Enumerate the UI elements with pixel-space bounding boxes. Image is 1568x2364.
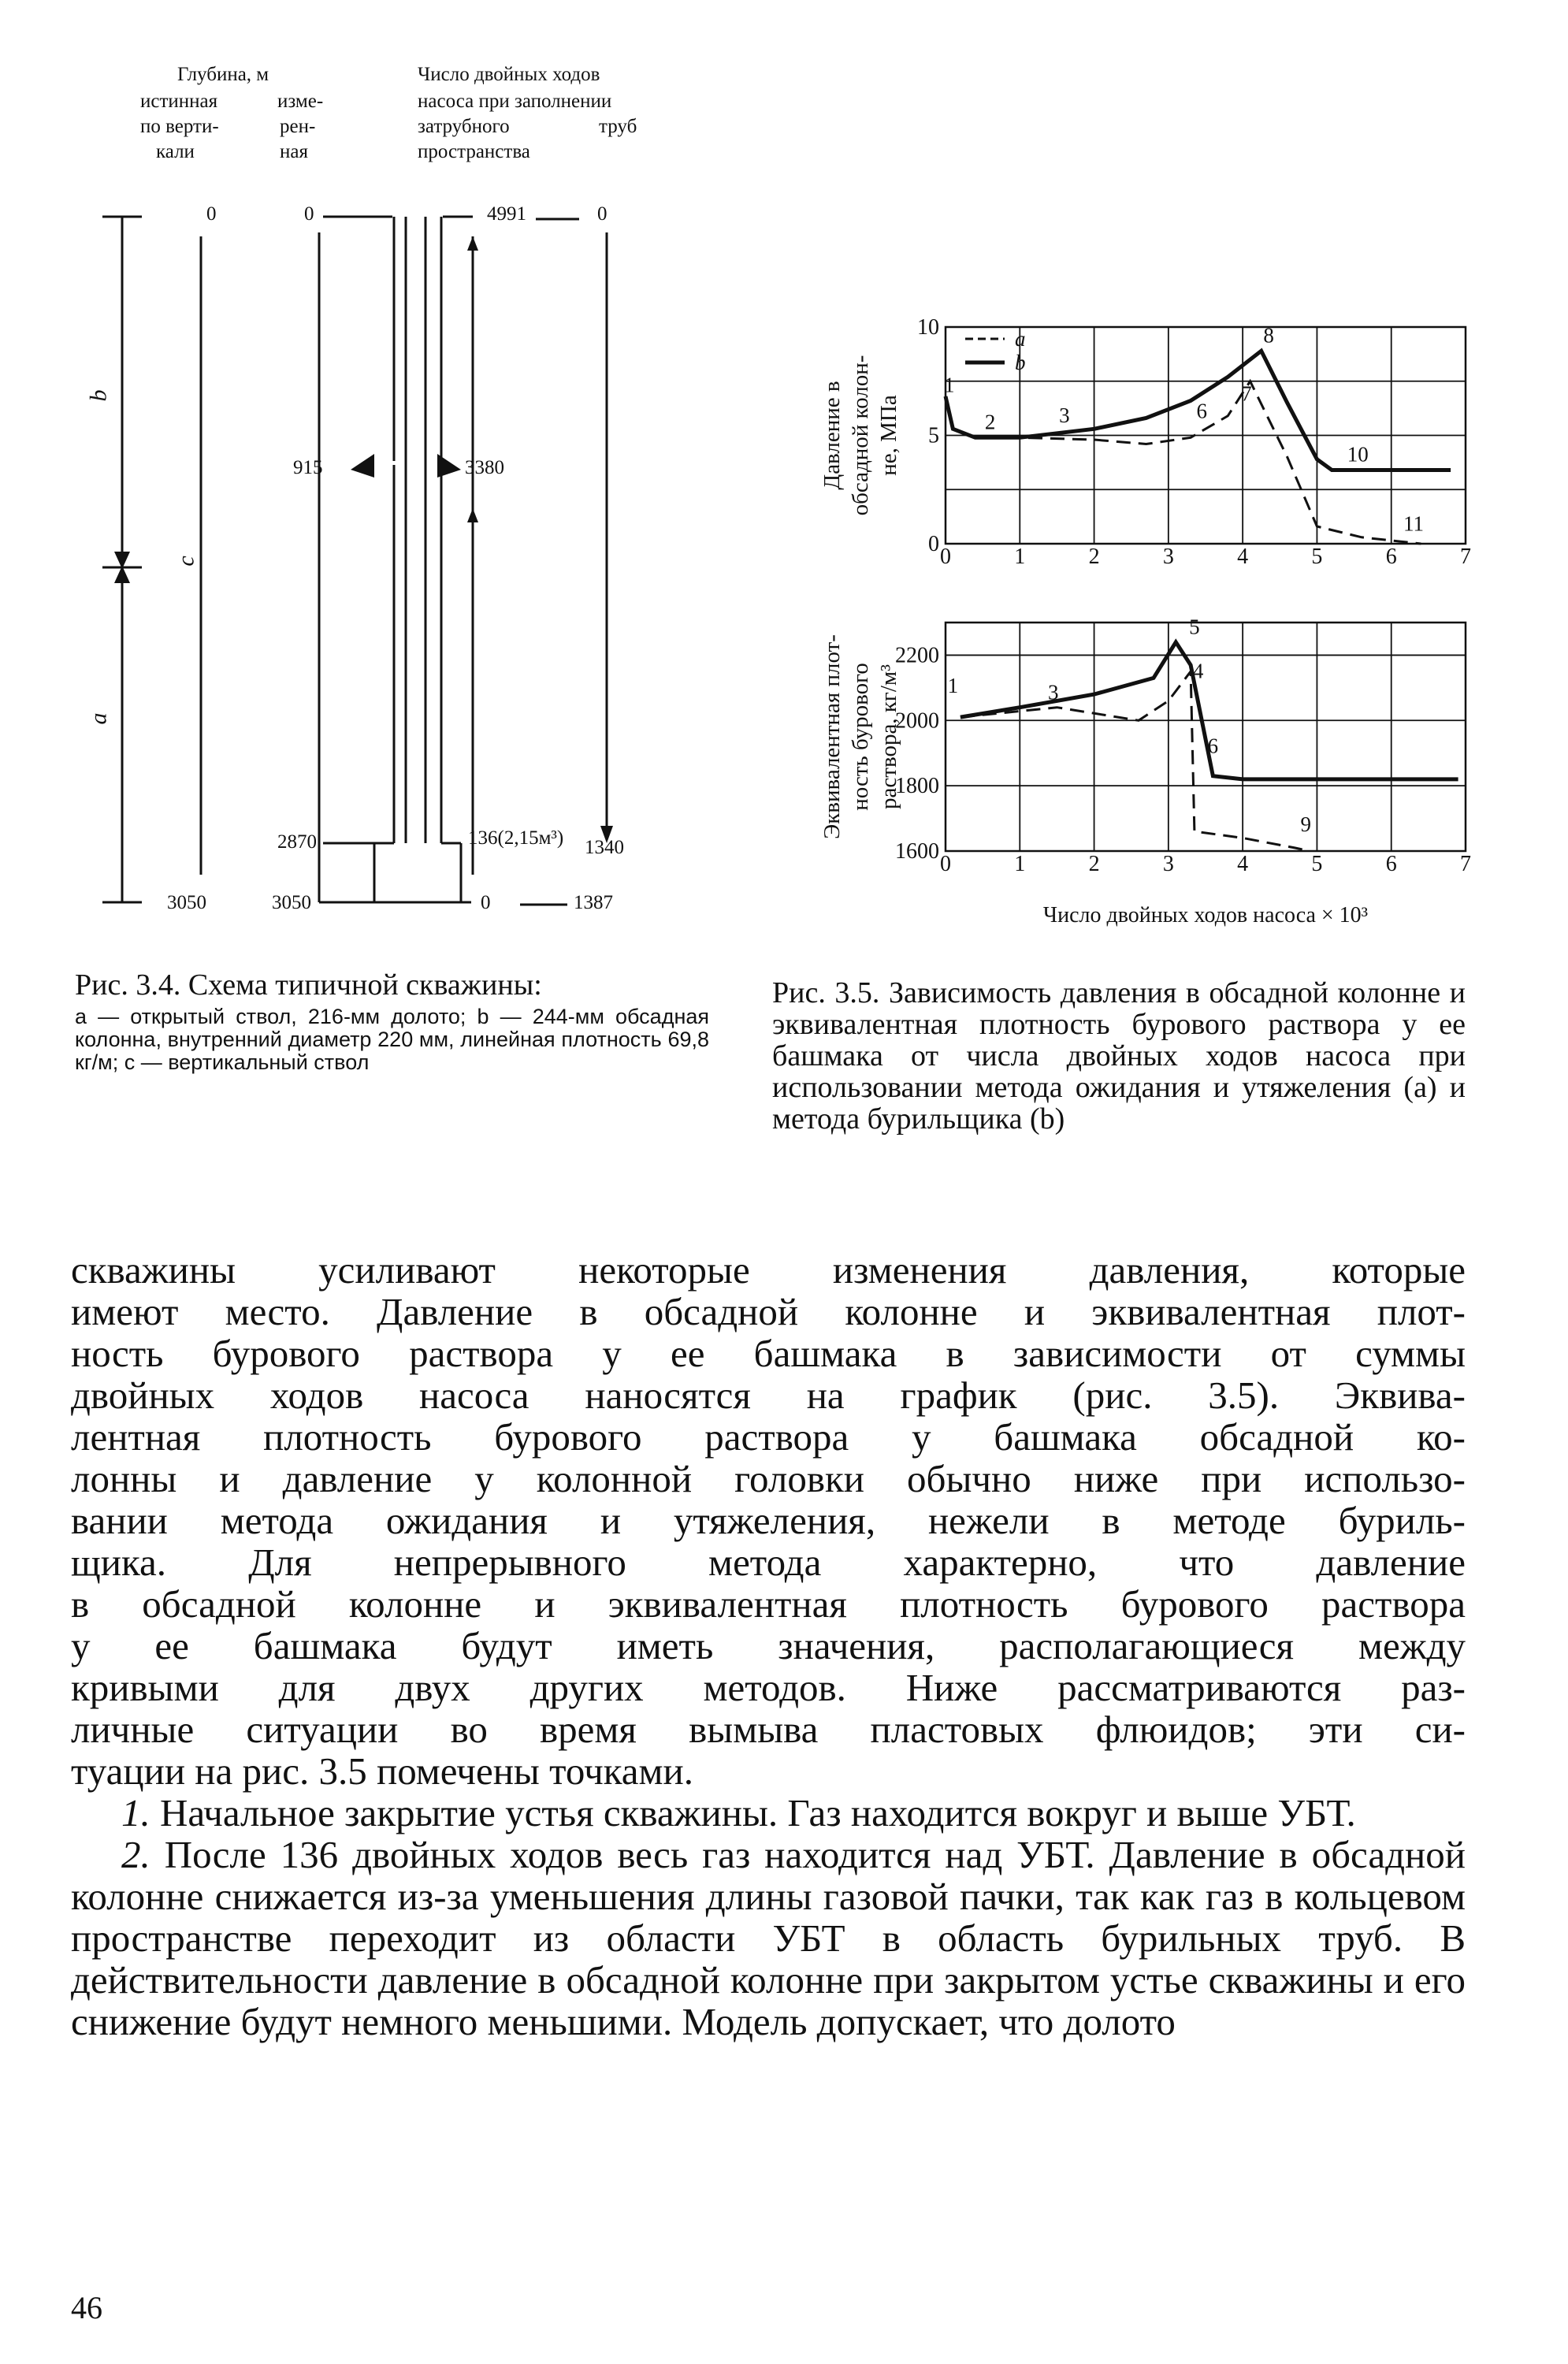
md-2870-value: 2870 [277,831,317,853]
paragraph-1-line: туации на рис. 3.5 помечены точками. [71,1749,694,1793]
paragraph-1-line: двойных ходов насоса наносятся на график (рис. 3.5). Эквива- [71,1373,1466,1417]
top-y-axis-label: Давление в [819,381,845,490]
annulus-dc-value: 136(2,15м³) [468,827,564,849]
bottom-y-tick-label: 2000 [895,708,939,734]
bottom-y-axis-label: раствора, кг/м³ [876,664,901,809]
top-y-tick-label: 0 [928,532,939,556]
paragraph-1-line: скважины усиливают некоторые изменения давления, которые [71,1248,1466,1292]
paragraph-1-line: ность бурового раствора у ее башмака в зависимости от суммы [71,1332,1466,1375]
list-item-2-text: После 136 двойных ходов весь газ находится над УБТ. Давление в обсадной колонне снижается из-за уменьшения длины газовой пачки, так как газ в кольцевом пространстве переходит из области УБТ в область бурильных труб. В действительности давление в обсадной колонне при закрытом устье скважины и его снижение будут немного меньшими. Модель допускает, что долото [71,1833,1466,2043]
strokes-title-4: пространства [418,141,530,162]
tv-top-value: 0 [206,203,217,225]
top-x-tick-label: 0 [940,545,951,569]
measured-label-3: ная [280,141,308,162]
top-x-tick-label: 6 [1385,545,1397,569]
paragraph-1-line: вании метода ожидания и утяжеления, нежели в методе буриль- [71,1499,1466,1542]
top-point-label: 8 [1263,323,1274,348]
paragraph-1-line: в обсадной колонне и эквивалентная плотность бурового раствора [71,1582,1466,1626]
bottom-point-label: 9 [1300,812,1312,837]
pipes-label: труб [599,116,637,137]
bottom-x-tick-label: 4 [1237,852,1249,876]
well-schematic [0,0,756,930]
top-x-tick-label: 7 [1460,545,1471,569]
annulus-top-value: 4991 [487,203,526,225]
top-x-tick-label: 1 [1014,545,1026,569]
paragraph-1 [71,1249,1466,1792]
list-item-1-text: Начальное закрытие устья скважины. Газ находится вокруг и выше УБТ. [160,1791,1356,1834]
annulus-shoe-value: 3380 [465,457,504,478]
strokes-title-3: затрубного [418,116,510,137]
measured-label-1: изме- [277,91,324,112]
bottom-y-tick-label: 2200 [895,643,939,668]
top-y-tick-label: 5 [928,423,939,448]
top-y-axis-label: не, МПа [876,395,901,476]
bottom-x-tick-label: 2 [1088,852,1100,876]
bottom-y-tick-label: 1600 [895,839,939,864]
bottom-point-label: 5 [1189,615,1200,639]
top-point-label: 3 [1059,403,1070,427]
top-point-label: 1 [943,373,955,397]
paragraph-1-line: лентная плотность бурового раствора у башмака обсадной ко- [71,1415,1466,1459]
true-vertical-label-2: по верти- [140,116,219,137]
bottom-point-label: 3 [1047,680,1059,704]
top-y-tick-label: 10 [917,315,939,340]
body-text [71,1249,1466,2042]
pipes-bottom-value: 1387 [574,892,613,913]
paragraph-1-line: кривыми для двух других методов. Ниже рассматриваются раз- [71,1666,1466,1709]
strokes-title-2: насоса при заполнении [418,91,612,112]
paragraph-1-line: личные ситуации во время вымыва пластовых флюидов; эти си- [71,1708,1466,1751]
top-point-label: 10 [1347,442,1369,466]
bottom-x-tick-label: 6 [1385,852,1397,876]
top-x-tick-label: 2 [1088,545,1100,569]
paragraph-1-line: у ее башмака будут иметь значения, располагающиеся между [71,1624,1466,1667]
md-shoe-value: 915 [293,457,323,478]
bottom-y-axis-label: ность бурового [848,663,873,811]
bottom-x-tick-label: 0 [940,852,951,876]
legend-a-label: a [1015,327,1026,351]
bottom-point-label: 1 [947,674,959,698]
zone-c-label: c [173,556,199,567]
list-item-1 [71,1792,1466,1834]
list-item-2 [71,1834,1466,2042]
bottom-y-axis-label: Эквивалентная плот- [819,634,845,839]
tv-bottom-value: 3050 [167,892,206,913]
zone-a-label: a [85,712,112,725]
bottom-x-tick-label: 7 [1460,852,1471,876]
measured-label-2: рен- [280,116,316,137]
fig34-caption-title: Рис. 3.4. Схема типичной скважины: [75,968,542,1002]
bottom-series-a [960,671,1310,851]
top-point-label: 11 [1403,511,1424,536]
fig35-caption: Рис. 3.5. Зависимость давления в обсадной колонне и эквивалентная плотность бурового раствора у ее башмака от числа двойных ходов насоса при использовании метода ожидания и утяжеления (a) и метода бурильщика (b) [772,976,1466,1136]
bottom-point-label: 6 [1207,734,1219,758]
top-x-tick-label: 3 [1162,545,1174,569]
paragraph-1-line: лонны и давление у колонной головки обычно ниже при использо- [71,1457,1466,1500]
top-point-label: 2 [984,410,996,434]
fig34-caption [75,969,709,1074]
bottom-x-tick-label: 5 [1311,852,1323,876]
pipes-top-value: 0 [597,203,608,225]
fig35-charts [756,299,1544,946]
md-top-value: 0 [304,203,314,225]
bottom-x-tick-label: 3 [1162,852,1174,876]
page-number: 46 [71,2290,102,2325]
fig34 [0,0,756,930]
top-point-label: 7 [1241,381,1252,406]
true-vertical-label-1: истинная [140,91,218,112]
bottom-x-tick-label: 1 [1014,852,1026,876]
true-vertical-label-3: кали [156,141,195,162]
pipes-2870-value: 1340 [585,837,624,858]
paragraph-1-line: щика. Для непрерывного метода характерно, что давление [71,1541,1466,1584]
legend-b-label: b [1015,351,1026,374]
md-bottom-value: 3050 [272,892,311,913]
list-item-2-number: 2. [121,1833,150,1876]
top-x-tick-label: 5 [1311,545,1323,569]
bottom-point-label: 4 [1192,659,1204,683]
list-item-1-number: 1. [121,1791,150,1834]
top-y-axis-label: обсадной колон- [848,355,873,516]
top-point-label: 6 [1196,399,1208,423]
paragraph-1-line: имеют место. Давление в обсадной колонне и эквивалентная плот- [71,1290,1466,1333]
depth-title: Глубина, м [177,64,269,85]
annulus-bottom-value: 0 [481,892,491,913]
x-axis-label: Число двойных ходов насоса × 10³ [1042,903,1369,927]
bottom-y-tick-label: 1800 [895,774,939,799]
strokes-title-1: Число двойных ходов [418,64,600,85]
fig34-caption-body: a — открытый ствол, 216-мм долото; b — 244-мм обсадная колонна, внутренний диаметр 220 мм, линейная плотность 69,8 кг/м; c — вертикальный ствол [75,1005,709,1074]
top-x-tick-label: 4 [1237,545,1249,569]
zone-b-label: b [85,389,112,402]
